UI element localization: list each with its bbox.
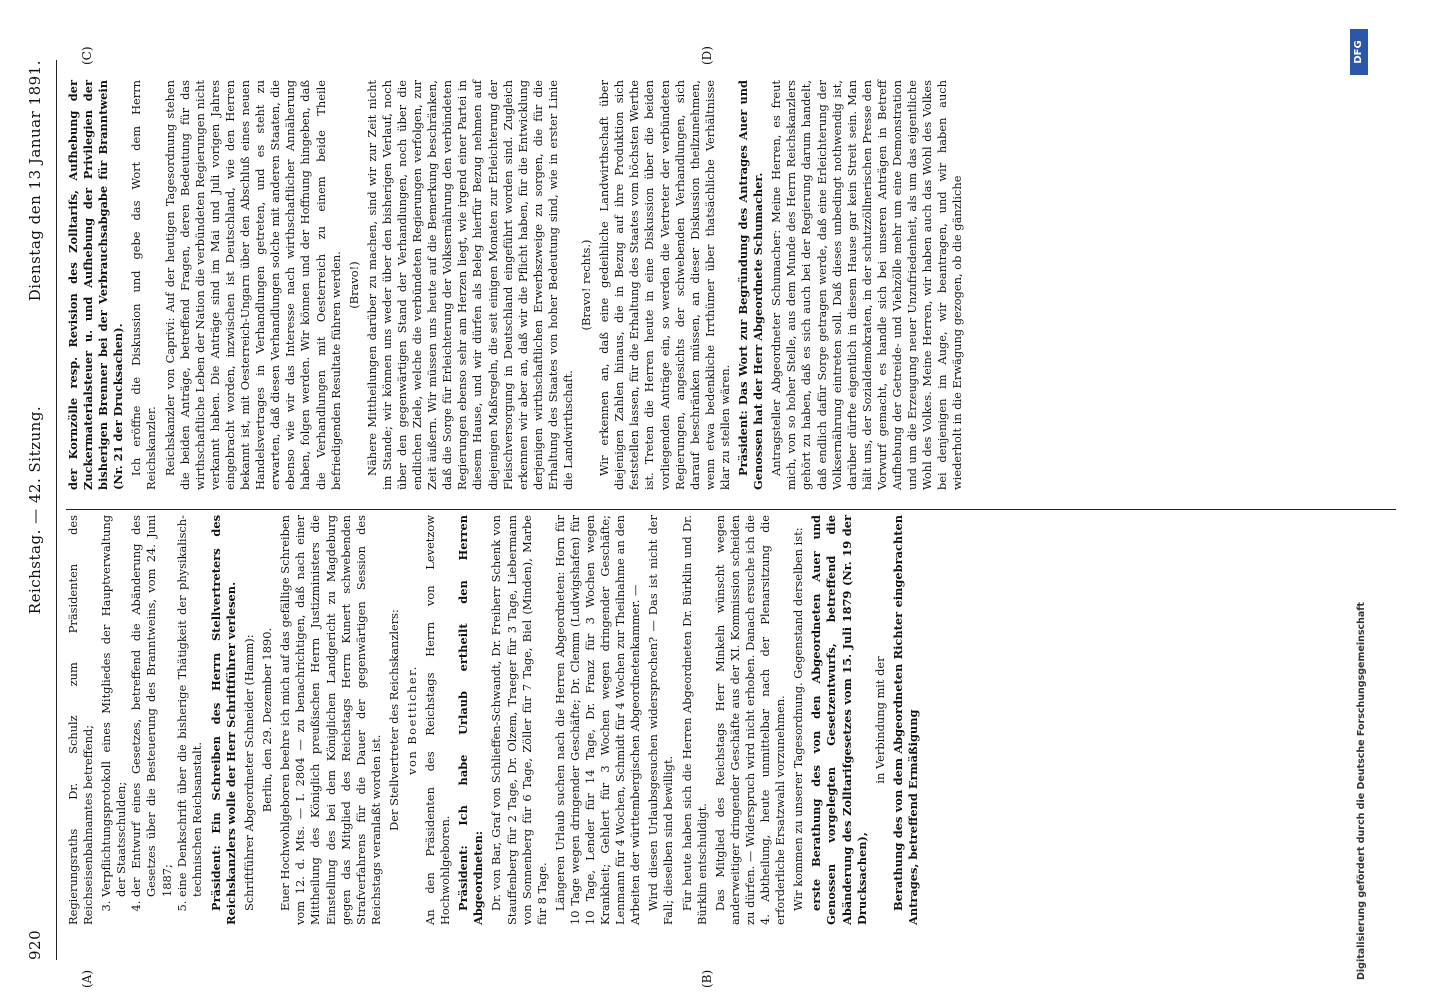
signature-title: Der Stellvertreter des Reichskanzlers: (386, 609, 401, 831)
speech: Reichskanzler von Caprivi: Auf der heutigen Tagesordnung stehen die beiden Anträge, betreffend Fragen, deren Bedeutung für das wirthschaftliche Leben der Nation die verbündeten Regierungen nicht verkannt haben. Die Anträge sind im Mai und Juli vorigen Jahres eingebracht worden, inzwischen ist Deutschland, wie den Herren bekannt ist, mit Oesterreich-Ungarn über den Abschluß eines neuen Handelsvertrages in Verhandlungen getreten, und es steht zu erwarten, daß diesen Verhandlungen solche mit anderen Staaten, die ebenso wie wir das Interesse nach wirthschaftlicher Annäherung haben, folgen werden. Wir können und der Hoffnung hingeben, daß die Verhandlungen mit Oesterreich zu einem beide Theile befriedigenden Resultate führen werden. (162, 80, 343, 490)
dfg-logo: DFG (1350, 29, 1368, 75)
paragraph: Schriftführer Abgeordneter Schneider (Hamm): (242, 634, 257, 911)
interjection: (Bravo! rechts.) (579, 239, 594, 331)
paragraph: Wird diesen Urlaubsgesuchen widersprochen? — Das ist nicht der Fall; dieselben sind bewilligt. (646, 515, 676, 925)
digitization-credit (1350, 0, 1420, 1000)
paragraph: in Verbindung mit der (872, 656, 887, 784)
letter-date: Berlin, den 29. Dezember 1890. (260, 627, 275, 813)
paragraph: Ich eröffne die Diskussion und gebe das Wort dem Herrn Reichskanzler. (129, 80, 159, 490)
page-number: 920 (26, 929, 44, 960)
letter-address: An den Präsidenten des Reichstags Herrn von Levetzow Hochwohlgeboren. (423, 515, 453, 925)
signature: von Boetticher. (404, 665, 419, 775)
list-intro: Regierungsraths Dr. Schulz zum Präsidenten des Reichseisenbahnamtes betreffend; (66, 515, 96, 925)
margin-mark-c: (C) (80, 46, 94, 65)
interjection: (Bravo!) (346, 261, 361, 309)
list-item: 4. der Entwurf eines Gesetzes, betreffend die Abänderung des Gesetzes über die Besteuerung des Branntweins, vom 24. Juni 1887; (129, 515, 174, 897)
paragraph: Dr. von Bar, Graf von Schlieffen-Schwandt, Dr. Freiherr Schenk von Stauffenberg für 2 Tage, Dr. Olzem, Traeger für 3 Tage, Liebermann von Sonnenberg für 6 Tage, Zöller für 7 Tage, Biel (Minden), Marbe für 8 Tage. (489, 515, 549, 925)
page-header (20, 60, 54, 960)
paragraph: Für heute haben sich die Herren Abgeordneten Dr. Bürklin und Dr. Bürklin entschuldigt. (679, 515, 709, 925)
session-title: Reichstag. — 42. Sitzung. (26, 405, 44, 615)
paragraph: Das Mitglied des Reichstags Herr Minkeln wünscht wegen anderweitiger dringender Geschäfte aus der XI. Kommission scheiden zu dürfen. — Widerspruch wird nicht erhoben. Danach ersuche ich die 4. Abtheilung, heute unmittelbar nach der Plenarsitzung die erforderliche Ersatzwahl vorzunehmen. (712, 515, 788, 925)
left-column (66, 515, 924, 925)
agenda-item: erste Berathung des von den Abgeordneten Auer und Genossen vorgelegten Gesetzentwurfs, betreffend die Abänderung des Zolltarifgesetzes vom 15. Juli 1879 (Nr. 19 der Drucksachen), (809, 515, 869, 925)
paragraph: Wir kommen zu unserer Tagesordnung. Gegenstand derselben ist: (791, 527, 806, 911)
paragraph: Längeren Urlaub suchen nach die Herren Abgeordneten: Horn für 10 Tage wegen dringender Geschäfte; Dr. Clemm (Ludwigshafen) für 10 Tage, Lender für 14 Tage, Dr. Franz für 3 Wochen wegen Krankheit; Gehlert für 3 Wochen wegen dringender Geschäfte; Lenmann für 4 Wochen, Schmidt für 4 Wochen zur Theilnahme an den Arbeiten der württembergischen Abgeordnetenkammer. — (552, 515, 643, 925)
session-date: Dienstag den 13 Januar 1891. (26, 60, 44, 302)
list-item: 3. Verpflichtungsprotokoll eines Mitgliedes der Hauptverwaltung der Staatsschulden; (99, 515, 129, 897)
paragraph: Präsident: Ich habe Urlaub ertheilt den Herren Abgeordneten: (456, 515, 486, 925)
list-item: 5. eine Denkschrift über die bisherige Thätigkeit der physikalisch-technischen Reichsanstalt. (175, 515, 205, 897)
right-column (66, 80, 968, 490)
header-rule (56, 60, 57, 960)
agenda-item: der Kornzölle resp. Revision des Zolltarifs, Aufhebung der Zuckermaterialsteuer u. und Aufhebung der Privilegien der bisherigen Brenner bei der Verbrauchsabgabe für Branntwein (Nr. 21 der Drucksachen). (66, 80, 126, 490)
margin-mark-b: (B) (700, 969, 714, 988)
paragraph: Präsident: Ein Schreiben des Herrn Stellvertreters des Reichskanzlers wolle der Herr Schriftführer verlesen. (208, 515, 238, 925)
column-divider (66, 509, 1396, 510)
paragraph: Präsident: Das Wort zur Begründung des Antrages Auer und Genossen hat der Herr Abgeordnete Schumacher. (736, 80, 766, 490)
speech: Antragsteller Abgeordneter Schumacher: Meine Herren, es freut mich, von so hoher Stelle, aus dem Munde des Herrn Reichskanzlers gehört zu haben, daß es sich auch bei der Regierung darum handelt, daß endlich dafür Sorge getragen werde, daß eine Erleichterung der Volksernährung eintreten soll. Daß dieses unbedingt nothwendig ist, darüber dürfte eigentlich in diesem Hause gar kein Streit sein. Man hält uns, der Sozialdemokraten, in der schutzzöllnerischen Presse den Vorwurf gemacht, es handle sich bei unseren Anträgen in Betreff Aufhebung der Getreide- und Viehzölle mehr um eine Demonstration und um die Erzeugung neuer Unzufriedenheit, als um das eigentliche Wohl des Volkes. Meine Herren, wir haben auch das Wohl des Volkes bei denjenigen im Auge, wir beantragen, und wir haben auch wiederholt in die Erwägung gezogen, ob die gänzliche (769, 80, 965, 490)
agenda-item: Berathung des von dem Abgeordneten Richter eingebrachten Antrages, betreffend Ermäßigung (890, 515, 920, 925)
letter-body: Euer Hochwohlgeboren beehre ich mich auf das gefällige Schreiben vom 12. d. Mts. — I. 2804 — zu benachrichtigen, daß nach einer Mittheilung des Königlich preußischen Herrn Justizministers die Einstellung des bei dem Königlichen Landgericht zu Magdeburg gegen das Mitglied des Reichstags Herrn Kunert schwebenden Strafverfahrens für die Dauer der gegenwärtigen Session des Reichstags veranlaßt worden ist. (278, 515, 383, 925)
margin-mark-a: (A) (80, 969, 94, 988)
speech: Wir erkennen an, daß eine gedeihliche Landwirthschaft über diejenigen Zahlen hinaus, die in Bezug auf ihre Produktion sich feststellen lassen, für die Erhaltung des Staates vom höchsten Werthe ist. Treten die Herren heute in eine Diskussion über die beiden vorliegenden Anträge ein, so werden die Vertreter der verbündeten Regierungen, angesichts der schwebenden Verhandlungen, sich darauf beschränken müssen, an dieser Diskussion theilzunehmen, wenn etwa bedenkliche Irrthümer über thatsächliche Verhältnisse klar zu stellen wären. (597, 80, 732, 490)
document-list (99, 515, 205, 925)
margin-mark-d: (D) (700, 46, 714, 65)
credit-text: Digitalisierung gefördert durch die Deutsche Forschungsgemeinschaft (1356, 602, 1367, 980)
speech: Nähere Mittheilungen darüber zu machen, sind wir zur Zeit nicht im Stande; wir können uns weder über den bisherigen Verlauf, noch über den gegenwärtigen Stand der Verhandlungen, noch über die endlichen Ziele, welche die verbündeten Regierungen verfolgen, zur Zeit äußern. Wir müssen uns heute auf die Bemerkung beschränken, daß die Sorge für Erleichterung der Volksernährung den verbündeten Regierungen ebenso sehr am Herzen liegt, wie irgend einer Partei in diesem Hause, und wir dürfen als Beleg hierfür Bezug nehmen auf diejenigen Maßregeln, die seit einigen Monaten zur Erleichterung der Fleischversorgung in Deutschland eingeführt worden sind. Zugleich erkennen wir aber an, daß wir die Pflicht haben, für die Entwicklung derjenigen wirthschaftlichen Erwerbszweige zu sorgen, die für die Erhaltung des Staates von hoher Bedeutung sind, wie in erster Linie die Landwirthschaft. (364, 80, 575, 490)
